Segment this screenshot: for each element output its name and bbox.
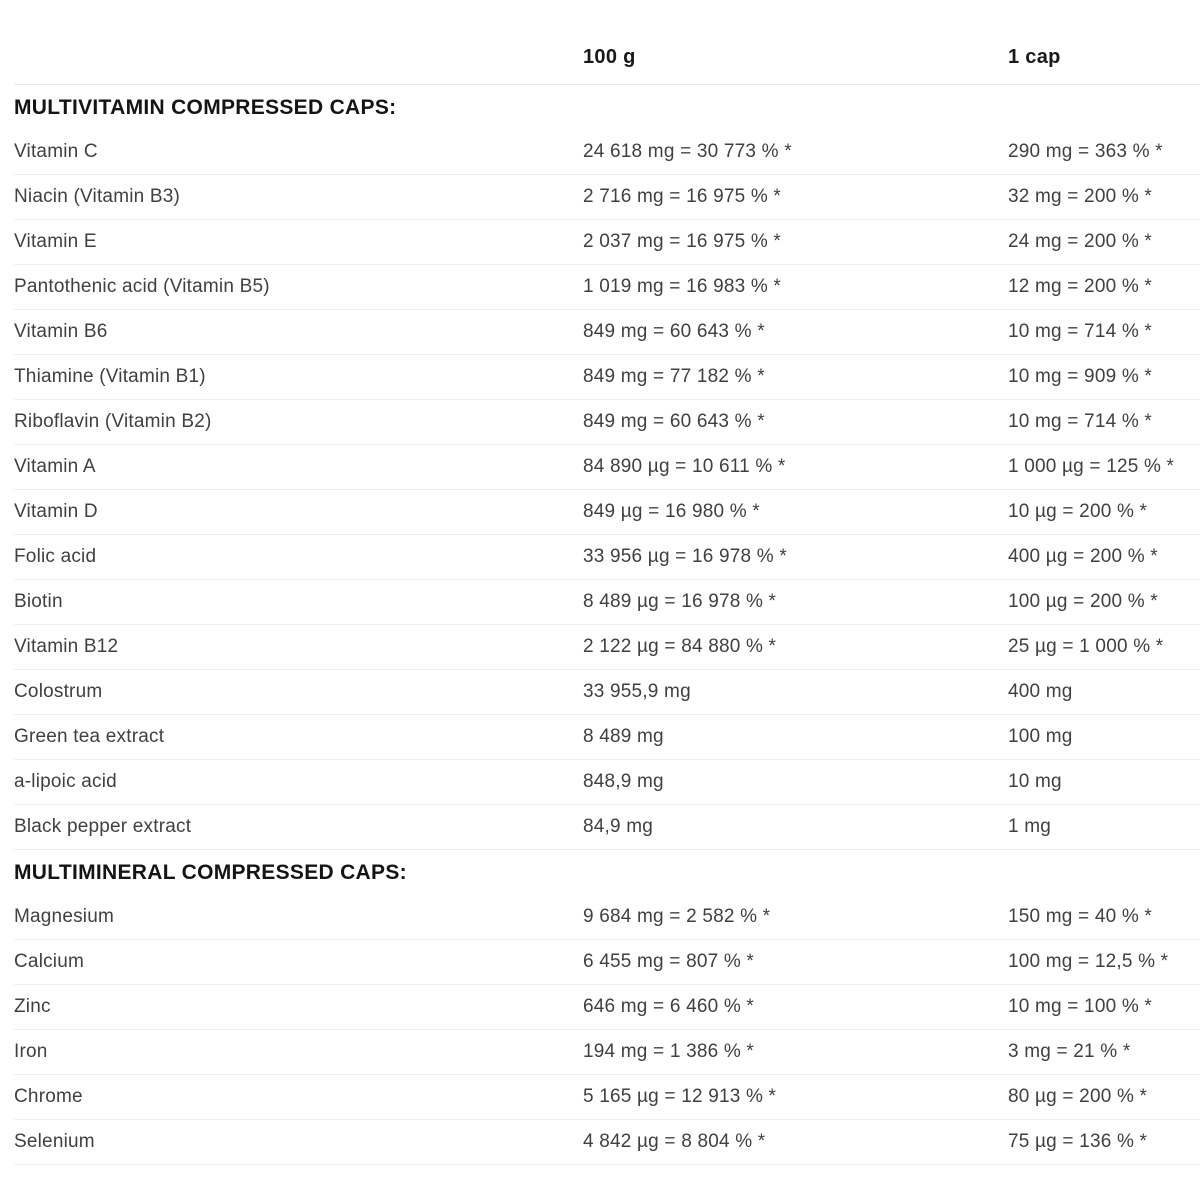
nutrient-name: Selenium xyxy=(14,1131,95,1152)
nutrient-name: Zinc xyxy=(14,996,51,1017)
value-per-100g: 84 890 µg = 10 611 % * xyxy=(583,456,786,477)
table-row xyxy=(14,220,1200,265)
nutrient-name: Thiamine (Vitamin B1) xyxy=(14,366,206,387)
table-row xyxy=(14,355,1200,400)
table-row xyxy=(14,985,1200,1030)
value-per-100g: 4 842 µg = 8 804 % * xyxy=(583,1131,766,1152)
value-per-100g: 194 mg = 1 386 % * xyxy=(583,1041,755,1062)
column-header-1cap: 1 cap xyxy=(1008,46,1061,68)
table-row xyxy=(14,445,1200,490)
value-per-100g: 849 µg = 16 980 % * xyxy=(583,501,760,522)
table-row xyxy=(14,175,1200,220)
value-per-100g: 848,9 mg xyxy=(583,771,664,792)
value-per-cap: 10 mg = 909 % * xyxy=(1008,366,1153,387)
table-row xyxy=(14,760,1200,805)
nutrient-name: Green tea extract xyxy=(14,726,165,747)
value-per-cap: 3 mg = 21 % * xyxy=(1008,1041,1131,1062)
value-per-cap: 32 mg = 200 % * xyxy=(1008,186,1153,207)
nutrient-name: Chrome xyxy=(14,1086,83,1107)
value-per-cap: 10 mg = 714 % * xyxy=(1008,321,1153,342)
nutrient-name: Riboflavin (Vitamin B2) xyxy=(14,411,212,432)
nutrient-name: Biotin xyxy=(14,591,63,612)
nutrient-name: Black pepper extract xyxy=(14,816,192,837)
value-per-cap: 25 µg = 1 000 % * xyxy=(1008,636,1164,657)
table-row xyxy=(14,670,1200,715)
section-title: MULTIVITAMIN COMPRESSED CAPS: xyxy=(14,95,397,119)
nutrient-name: Iron xyxy=(14,1041,48,1062)
nutrient-name: Magnesium xyxy=(14,906,115,927)
value-per-100g: 33 955,9 mg xyxy=(583,681,691,702)
value-per-100g: 8 489 µg = 16 978 % * xyxy=(583,591,777,612)
value-per-cap: 400 µg = 200 % * xyxy=(1008,546,1158,567)
section-title: MULTIMINERAL COMPRESSED CAPS: xyxy=(14,860,407,884)
value-per-cap: 10 mg = 714 % * xyxy=(1008,411,1153,432)
table-row xyxy=(14,130,1200,175)
value-per-100g: 646 mg = 6 460 % * xyxy=(583,996,755,1017)
value-per-100g: 849 mg = 60 643 % * xyxy=(583,411,765,432)
table-section xyxy=(14,850,1200,1165)
value-per-cap: 10 mg xyxy=(1008,771,1062,792)
table-body xyxy=(14,85,1200,1165)
value-per-cap: 100 mg = 12,5 % * xyxy=(1008,951,1169,972)
column-header-100g: 100 g xyxy=(583,46,636,68)
value-per-cap: 80 µg = 200 % * xyxy=(1008,1086,1148,1107)
value-per-cap: 10 µg = 200 % * xyxy=(1008,501,1148,522)
value-per-cap: 12 mg = 200 % * xyxy=(1008,276,1153,297)
nutrient-name: Vitamin E xyxy=(14,231,97,252)
table-section xyxy=(14,85,1200,850)
table-row xyxy=(14,715,1200,760)
nutrient-name: Calcium xyxy=(14,951,85,972)
nutrient-name: a-lipoic acid xyxy=(14,771,117,792)
table-row xyxy=(14,1075,1200,1120)
value-per-100g: 9 684 mg = 2 582 % * xyxy=(583,906,771,927)
value-per-cap: 400 mg xyxy=(1008,681,1073,702)
value-per-cap: 10 mg = 100 % * xyxy=(1008,996,1153,1017)
section-rows xyxy=(14,130,1200,850)
table-row xyxy=(14,625,1200,670)
nutrient-name: Vitamin B6 xyxy=(14,321,108,342)
value-per-100g: 33 956 µg = 16 978 % * xyxy=(583,546,787,567)
value-per-cap: 290 mg = 363 % * xyxy=(1008,141,1163,162)
value-per-cap: 100 mg xyxy=(1008,726,1073,747)
nutrient-name: Pantothenic acid (Vitamin B5) xyxy=(14,276,270,297)
value-per-100g: 849 mg = 77 182 % * xyxy=(583,366,765,387)
value-per-cap: 24 mg = 200 % * xyxy=(1008,231,1153,252)
nutrient-name: Vitamin A xyxy=(14,456,96,477)
section-rows xyxy=(14,895,1200,1165)
table-row xyxy=(14,805,1200,850)
nutrient-name: Colostrum xyxy=(14,681,103,702)
table-row xyxy=(14,580,1200,625)
table-row xyxy=(14,265,1200,310)
table-row xyxy=(14,1120,1200,1165)
nutrient-name: Folic acid xyxy=(14,546,97,567)
value-per-100g: 2 122 µg = 84 880 % * xyxy=(583,636,777,657)
value-per-cap: 100 µg = 200 % * xyxy=(1008,591,1158,612)
table-row xyxy=(14,940,1200,985)
table-header xyxy=(14,0,1200,85)
value-per-100g: 84,9 mg xyxy=(583,816,654,837)
table-row xyxy=(14,535,1200,580)
value-per-100g: 2 716 mg = 16 975 % * xyxy=(583,186,782,207)
value-per-cap: 1 mg xyxy=(1008,816,1052,837)
value-per-cap: 75 µg = 136 % * xyxy=(1008,1131,1148,1152)
nutrient-name: Vitamin D xyxy=(14,501,98,522)
nutrient-name: Vitamin C xyxy=(14,141,98,162)
value-per-cap: 1 000 µg = 125 % * xyxy=(1008,456,1175,477)
table-row xyxy=(14,310,1200,355)
table-row xyxy=(14,1030,1200,1075)
table-row xyxy=(14,895,1200,940)
nutrient-name: Vitamin B12 xyxy=(14,636,119,657)
value-per-100g: 2 037 mg = 16 975 % * xyxy=(583,231,782,252)
table-row xyxy=(14,490,1200,535)
value-per-100g: 6 455 mg = 807 % * xyxy=(583,951,755,972)
value-per-100g: 5 165 µg = 12 913 % * xyxy=(583,1086,777,1107)
value-per-cap: 150 mg = 40 % * xyxy=(1008,906,1153,927)
value-per-100g: 24 618 mg = 30 773 % * xyxy=(583,141,792,162)
value-per-100g: 8 489 mg xyxy=(583,726,664,747)
table-row xyxy=(14,400,1200,445)
value-per-100g: 1 019 mg = 16 983 % * xyxy=(583,276,782,297)
nutrient-name: Niacin (Vitamin B3) xyxy=(14,186,181,207)
value-per-100g: 849 mg = 60 643 % * xyxy=(583,321,765,342)
